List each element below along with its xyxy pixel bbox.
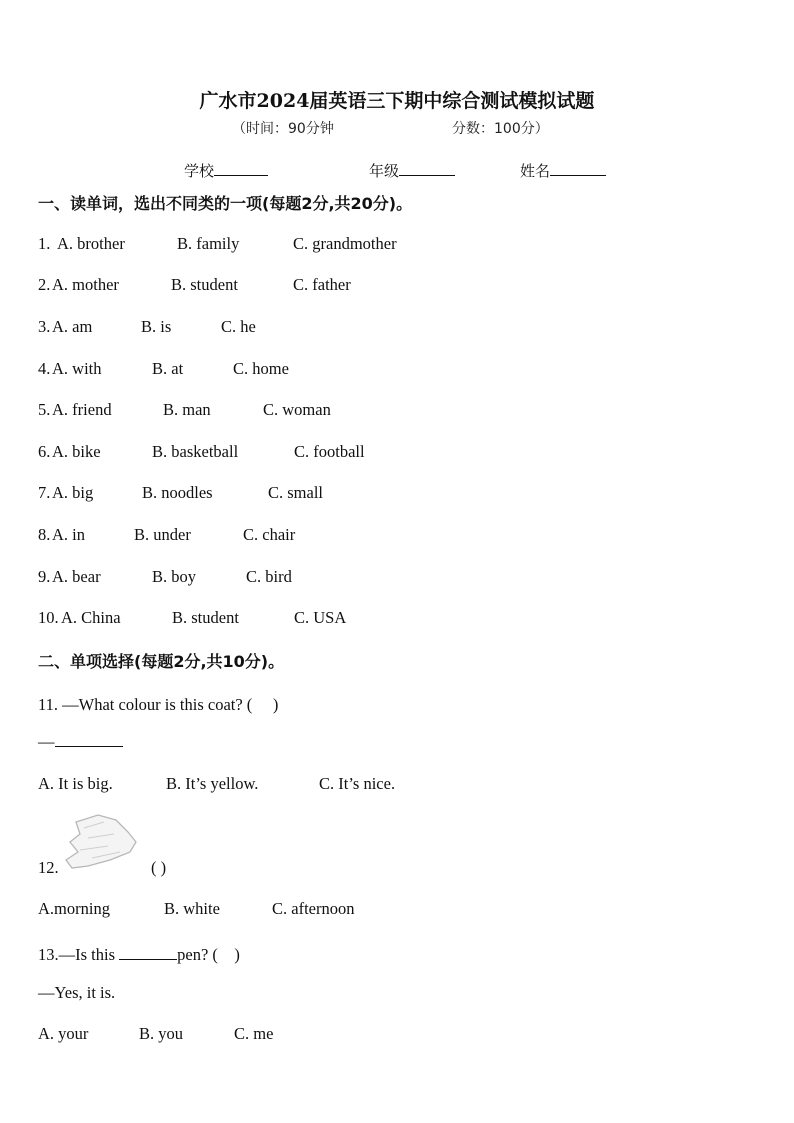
option-b: B. at (152, 359, 184, 378)
option-b: B. is (141, 317, 172, 336)
option-b: B. white (164, 899, 220, 918)
option-c: C. he (221, 317, 256, 336)
section1-heading: 一、读单词，选出不同类的一项(每题2分,共20分)。 (38, 194, 413, 213)
option-b: B. under (134, 525, 191, 544)
option-a: A. in (52, 525, 85, 544)
option-a: A. China (61, 608, 121, 627)
option-a: A. bear (52, 567, 101, 586)
option-a: A. mother (52, 275, 119, 294)
school-blank (214, 161, 268, 176)
option-a: A. It is big. (38, 774, 113, 793)
option-b: B. you (139, 1024, 184, 1043)
section2-heading: 二、单项选择(每题2分,共10分)。 (38, 652, 285, 671)
option-b: B. basketball (152, 442, 239, 461)
name-label: 姓名 (520, 162, 551, 180)
question-13-stem (38, 941, 240, 965)
answer-blank (55, 732, 123, 747)
option-b: B. student (171, 275, 238, 294)
option-a: A. friend (52, 400, 112, 419)
option-b: B. noodles (142, 483, 213, 502)
option-a: A. bike (52, 442, 101, 461)
question-number: 10. (38, 608, 59, 627)
question-12-paren: ( ) (151, 858, 167, 877)
option-c: C. chair (243, 525, 296, 544)
grade-blank (399, 161, 455, 176)
stem-end: pen? ( ) (177, 945, 240, 964)
option-a: A.morning (38, 899, 110, 918)
question-number: 6. (38, 442, 51, 461)
question-number: 7. (38, 483, 51, 502)
question-11-answer-line (38, 732, 123, 752)
answer-dash: — (38, 732, 55, 751)
grade-field (369, 160, 455, 181)
option-b: B. It’s yellow. (166, 774, 259, 793)
name-field (520, 160, 606, 181)
option-b: B. student (172, 608, 239, 627)
option-c: C. afternoon (272, 899, 355, 918)
stem-start: 13.—Is this (38, 945, 120, 964)
school-field (184, 160, 268, 181)
question-number: 9. (38, 567, 51, 586)
option-c: C. home (233, 359, 289, 378)
question-number: 5. (38, 400, 51, 419)
option-c: C. woman (263, 400, 331, 419)
option-c: C. football (294, 442, 365, 461)
option-c: C. me (234, 1024, 274, 1043)
option-c: C. grandmother (293, 234, 397, 253)
page-title: 广水市2024届英语三下期中综合测试模拟试题 (199, 90, 595, 112)
option-a: A. am (52, 317, 93, 336)
option-c: C. USA (294, 608, 347, 627)
question-number: 8. (38, 525, 51, 544)
stem-blank (119, 945, 177, 960)
question-13-reply: —Yes, it is. (38, 983, 116, 1002)
exam-time: （时间：90分钟 (232, 121, 334, 137)
question-number: 1. (38, 234, 51, 253)
grade-label: 年级 (369, 162, 400, 180)
option-a: A. brother (57, 234, 125, 253)
option-a: A. big (52, 483, 94, 502)
exam-score: 分数：100分） (452, 121, 549, 137)
question-number: 3. (38, 317, 51, 336)
option-c: C. It’s nice. (319, 774, 396, 793)
question-number: 2. (38, 275, 51, 294)
option-b: B. family (177, 234, 240, 253)
question-12-number: 12. (38, 858, 59, 877)
question-11-stem: 11. —What colour is this coat? ( ) (38, 695, 279, 714)
school-label: 学校 (184, 162, 215, 180)
cloud-sketch-image (58, 808, 142, 872)
option-c: C. bird (246, 567, 292, 586)
option-a: A. with (52, 359, 102, 378)
option-c: C. small (268, 483, 324, 502)
option-b: B. boy (152, 567, 197, 586)
option-a: A. your (38, 1024, 89, 1043)
option-b: B. man (163, 400, 211, 419)
name-blank (550, 161, 606, 176)
option-c: C. father (293, 275, 351, 294)
question-number: 4. (38, 359, 51, 378)
